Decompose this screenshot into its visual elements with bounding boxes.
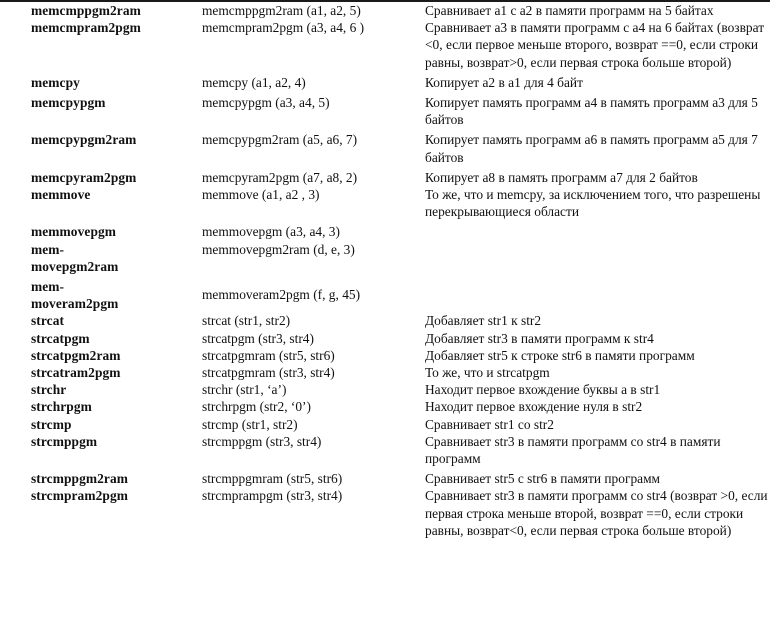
function-name: strcmppgm2ram: [31, 471, 129, 487]
function-description: [425, 223, 770, 240]
function-syntax: memmovepgm (a3, a4, 3): [202, 224, 340, 240]
function-name: memcpypgm2ram: [31, 132, 137, 148]
table-row: [0, 398, 770, 415]
table-row: [0, 223, 770, 240]
function-syntax: memmoveram2pgm (f, g, 45): [202, 287, 361, 303]
function-name: strcatpgm: [31, 330, 90, 346]
function-syntax: memcpypgm (a3, a4, 5): [202, 95, 330, 111]
function-description: Добавляет str3 в памяти программ к str4: [425, 330, 654, 346]
function-name-line: moveram2pgm: [31, 296, 119, 312]
function-description: Сравнивает a1 с a2 в памяти программ на 5 байтах: [425, 3, 714, 18]
function-syntax: strcatpgmram (str5, str6): [202, 347, 335, 363]
function-name: strcat: [31, 313, 65, 329]
function-description: То же, что и memcpy, за исключением того, что разрешены перекрывающиеся области: [425, 187, 761, 220]
table-row: [0, 470, 770, 487]
function-description: Добавляет str5 к строке str6 в памяти программ: [425, 347, 695, 363]
function-syntax: memmove (a1, a2 , 3): [202, 187, 320, 203]
function-name-line: mem-: [31, 241, 65, 257]
function-syntax: strcmprampgm (str3, str4): [202, 488, 343, 504]
function-name: strcmpram2pgm: [31, 488, 129, 504]
function-syntax: memcpy (a1, a2, 4): [202, 74, 306, 90]
table-row: [0, 74, 770, 94]
function-syntax: strcmppgm (str3, str4): [202, 433, 322, 449]
function-name: strchr: [31, 382, 67, 398]
table-row: [0, 241, 770, 278]
function-description: Копирует память программ a4 в память программ a3 для 5 байтов: [425, 95, 758, 128]
function-name: strchrpgm: [31, 399, 92, 415]
table-row: [0, 433, 770, 470]
function-description: Копирует память программ a6 в память программ a5 для 7 байтов: [425, 132, 758, 165]
function-syntax: strcmppgmram (str5, str6): [202, 471, 343, 487]
function-syntax: memcpyram2pgm (a7, a8, 2): [202, 169, 358, 185]
table-row: [0, 364, 770, 381]
table-row: [0, 131, 770, 168]
function-syntax: strcat (str1, str2): [202, 313, 291, 329]
function-name: memcpypgm: [31, 95, 106, 111]
function-syntax: memcmppgm2ram (a1, a2, 5): [202, 3, 361, 18]
function-name: memcpy: [31, 74, 80, 90]
function-name: [0, 278, 199, 312]
function-name-line: mem-: [31, 279, 65, 295]
function-description: Сравнивает str3 в памяти программ со str4 (возврат >0, если первая строка меньше второй, возврат ==0, если строки равны, возврат<0, если первая строка больше второй): [425, 488, 768, 538]
function-name: strcatram2pgm: [31, 365, 121, 381]
table-row: [0, 312, 770, 329]
function-description: Копирует a2 в a1 для 4 байт: [425, 74, 583, 90]
function-syntax: strcatpgm (str3, str4): [202, 330, 314, 346]
function-syntax: strchr (str1, ‘a’): [202, 382, 287, 398]
table-row: [0, 487, 770, 539]
function-name: memmove: [31, 187, 91, 203]
function-syntax: strchrpgm (str2, ‘0’): [202, 399, 311, 415]
function-name: strcatpgm2ram: [31, 347, 121, 363]
table-row: [0, 416, 770, 433]
function-name: strcmp: [31, 416, 72, 432]
table-row: [0, 94, 770, 131]
table-row: [0, 347, 770, 364]
function-syntax: strcmp (str1, str2): [202, 416, 298, 432]
function-syntax: memmovepgm2ram (d, e, 3): [202, 241, 355, 257]
function-name: [0, 241, 199, 278]
function-table: [0, 2, 770, 539]
function-name-line: movepgm2ram: [31, 258, 119, 274]
function-syntax: memcmpram2pgm (a3, a4, 6 ): [202, 20, 365, 36]
function-description: Сравнивает a3 в памяти программ с a4 на 6 байтах (возврат <0, если первое меньше второго, возврат ==0, если строки равны, возврат>0, если первая строка больше второй): [425, 20, 765, 70]
function-description: Находит первое вхождение нуля в str2: [425, 399, 643, 415]
function-syntax: memcpypgm2ram (a5, a6, 7): [202, 132, 358, 148]
function-description: Сравнивает str1 со str2: [425, 416, 554, 432]
function-description: Сравнивает str5 с str6 в памяти программ: [425, 471, 661, 487]
function-description: Копирует a8 в память программ a7 для 2 байтов: [425, 169, 698, 185]
function-description: То же, что и strcatpgm: [425, 365, 550, 381]
function-name: memcmpram2pgm: [31, 20, 141, 36]
function-description: [425, 278, 770, 312]
function-description: [425, 241, 770, 278]
function-name: memcpyram2pgm: [31, 169, 137, 185]
table-row: [0, 381, 770, 398]
table-row: [0, 169, 770, 186]
function-name: strcmppgm: [31, 433, 98, 449]
function-syntax: strcatpgmram (str3, str4): [202, 365, 335, 381]
table-row: [0, 330, 770, 347]
function-description: Сравнивает str3 в памяти программ со str4 в памяти программ: [425, 433, 721, 467]
function-description: Находит первое вхождение буквы а в str1: [425, 382, 661, 398]
table-row: [0, 2, 770, 19]
function-name: memcmppgm2ram: [31, 3, 141, 18]
table-row: [0, 186, 770, 223]
table-row: [0, 278, 770, 312]
function-name: memmovepgm: [31, 224, 117, 240]
table-row: [0, 19, 770, 74]
function-description: Добавляет str1 к str2: [425, 313, 542, 329]
